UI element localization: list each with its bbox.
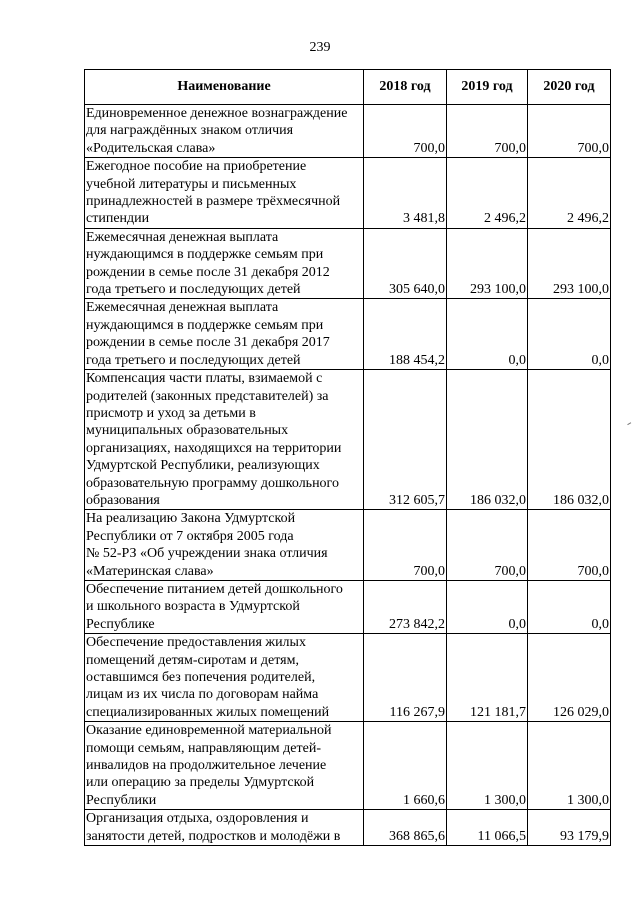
row-name-line: № 52-РЗ «Об учреждении знака отличия [86,546,328,562]
table-row [85,634,611,722]
row-name-cell [85,299,364,370]
header-2018: 2018 год [364,70,447,105]
row-name-cell [85,634,364,722]
row-name-cell [85,510,364,581]
value-2020-cell: 2 496,2 [528,158,611,229]
value-2018-cell: 1 660,6 [364,722,447,810]
value-2019-cell: 186 032,0 [447,370,528,510]
row-name-cell [85,580,364,633]
value-2020-cell: 1 300,0 [528,722,611,810]
row-name-line: рождении в семье после 31 декабря 2012 [86,264,330,280]
row-name-line: для награждённых знаком отличия [86,123,294,139]
row-name-line: занятости детей, подростков и молодёжи в [86,828,341,844]
row-name-line: нуждающимся в поддержке семьям при [86,317,324,333]
header-2020: 2020 год [528,70,611,105]
table-row [85,105,611,158]
value-2018-cell: 3 481,8 [364,158,447,229]
row-name-line: Ежемесячная денежная выплата [86,229,279,245]
row-name-line: На реализацию Закона Удмуртской [86,511,296,527]
value-2019-cell: 700,0 [447,510,528,581]
row-name-cell [85,228,364,299]
row-name-line: организациях, находящихся на территории [86,440,342,456]
row-name-cell [85,810,364,846]
value-2019-cell: 1 300,0 [447,722,528,810]
row-name-line: присмотр и уход за детьми в [86,405,256,421]
row-name-line: помещений детям-сиротам и детям, [86,652,299,668]
value-2019-cell: 700,0 [447,105,528,158]
row-name-line: Оказание единовременной материальной [86,723,332,739]
row-name-line: родителей (законных представителей) за [86,388,329,404]
value-2020-cell: 0,0 [528,299,611,370]
row-name-cell [85,105,364,158]
row-name-line: стипендии [86,211,150,227]
value-2019-cell: 293 100,0 [447,228,528,299]
row-name-line: Обеспечение питанием детей дошкольного [86,581,343,597]
value-2018-cell: 188 454,2 [364,299,447,370]
row-name-line: или операцию за пределы Удмуртской [86,775,315,791]
row-name-line: рождении в семье после 31 декабря 2017 [86,335,330,351]
row-name-line: Ежегодное пособие на приобретение [86,159,307,175]
row-name-line: образования [86,492,160,508]
row-name-line: Ежемесячная денежная выплата [86,300,279,316]
value-2020-cell: 0,0 [528,580,611,633]
row-name-cell [85,722,364,810]
row-name-line: Республики [86,792,157,808]
table-body [85,105,611,846]
value-2018-cell: 700,0 [364,510,447,581]
value-2020-cell: 186 032,0 [528,370,611,510]
row-name-line: «Родительская слава» [86,140,216,156]
row-name-line: и школьного возраста в Удмуртской [86,599,300,615]
row-name-line: Удмуртской Республики, реализующих [86,458,320,474]
value-2019-cell: 121 181,7 [447,634,528,722]
page-number: 239 [309,40,331,55]
value-2018-cell: 273 842,2 [364,580,447,633]
row-name-line: Компенсация части платы, взимаемой с [86,371,323,387]
row-name-line: года третьего и последующих детей [86,282,301,298]
value-2019-cell: 2 496,2 [447,158,528,229]
table-row [85,510,611,581]
table-row [85,370,611,510]
budget-table [84,69,611,846]
table-row [85,722,611,810]
value-2020-cell: 126 029,0 [528,634,611,722]
row-name-line: образовательную программу дошкольного [86,475,339,491]
row-name-line: Единовременное денежное вознаграждение [86,106,348,121]
row-name-line: принадлежностей в размере трёхмесячной [86,194,341,210]
value-2020-cell: 93 179,9 [528,810,611,846]
row-name-line: учебной литературы и письменных [86,176,297,192]
row-name-line: «Материнская слава» [86,563,214,579]
margin-mark [627,422,632,427]
row-name-line: Организация отдыха, оздоровления и [86,811,309,827]
row-name-line: нуждающимся в поддержке семьям при [86,247,324,263]
value-2020-cell: 293 100,0 [528,228,611,299]
row-name-line: года третьего и последующих детей [86,352,301,368]
table-row [85,810,611,846]
table-header-row [85,70,611,105]
row-name-line: муниципальных образовательных [86,423,289,439]
value-2019-cell: 0,0 [447,299,528,370]
row-name-line: специализированных жилых помещений [86,704,330,720]
value-2018-cell: 305 640,0 [364,228,447,299]
value-2020-cell: 700,0 [528,105,611,158]
value-2018-cell: 700,0 [364,105,447,158]
row-name-cell [85,370,364,510]
row-name-line: Республики от 7 октября 2005 года [86,528,294,544]
row-name-line: оставшимся без попечения родителей, [86,670,316,685]
row-name-line: лицам из их числа по договорам найма [86,687,319,703]
table-row [85,299,611,370]
value-2018-cell: 312 605,7 [364,370,447,510]
table-row [85,580,611,633]
value-2020-cell: 700,0 [528,510,611,581]
row-name-cell [85,158,364,229]
header-name: Наименование [85,70,364,105]
header-2019: 2019 год [447,70,528,105]
value-2019-cell: 0,0 [447,580,528,633]
row-name-line: Республике [86,616,155,632]
table-row [85,228,611,299]
value-2019-cell: 11 066,5 [447,810,528,846]
row-name-line: помощи семьям, направляющим детей- [86,740,321,756]
row-name-line: Обеспечение предоставления жилых [86,635,306,651]
row-name-line: инвалидов на продолжительное лечение [86,758,327,774]
table-row [85,158,611,229]
value-2018-cell: 116 267,9 [364,634,447,722]
value-2018-cell: 368 865,6 [364,810,447,846]
